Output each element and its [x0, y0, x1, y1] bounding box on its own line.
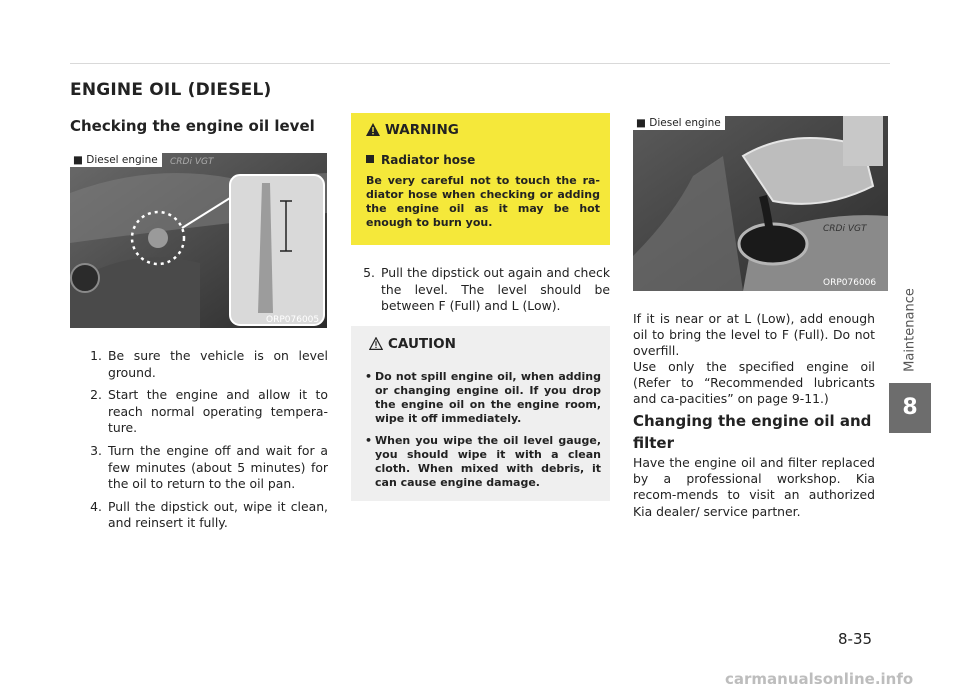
step-item: 2. Start the engine and allow it to reach normal operating tempera-ture.: [90, 387, 328, 436]
chapter-tab: 8: [889, 383, 931, 433]
dipstick-photo: [70, 153, 327, 328]
warning-body: Be very careful not to touch the ra-diator hose when checking or adding the engine oil as it may be hot enough to burn you.: [366, 174, 600, 229]
figure-tag: ■ Diesel engine: [70, 153, 162, 167]
oil-spec-paragraph: Use only the specified engine oil (Refer to “Recommended lubricants and ca-pacities” on page 9-11.): [633, 359, 875, 407]
caution-triangle-icon: [369, 337, 383, 350]
warning-box: [351, 113, 610, 245]
subsection-heading: Changing the engine oil and filter: [633, 412, 872, 452]
caution-item: • When you wipe the oil level gauge, you should wipe it with a clean cloth. When mixed with debris, it can cause engine damage.: [365, 434, 601, 490]
check-steps-continued: [353, 265, 610, 321]
warning-title: WARNING: [366, 122, 459, 138]
engine-cover-label: CRDi VGT: [170, 157, 214, 167]
engine-illustration: [70, 153, 327, 328]
section-title: ENGINE OIL (DIESEL): [70, 80, 272, 100]
caution-title: CAUTION: [369, 336, 456, 352]
figure-code: ORP076006: [823, 278, 877, 288]
figure-code: ORP076005: [266, 315, 320, 325]
engine-oil-fill-illustration: [633, 116, 888, 291]
caution-box: [351, 326, 610, 501]
caution-list: [365, 370, 601, 498]
caution-item: • Do not spill engine oil, when adding or changing engine oil. If you drop the engine oil on the engine room, wipe it off immediately.: [365, 370, 601, 426]
step-item: 1. Be sure the vehicle is on level ground.: [90, 348, 328, 380]
figure-tag: ■ Diesel engine: [633, 116, 725, 130]
watermark: carmanualsonline.info: [725, 670, 914, 688]
header-rule: [70, 63, 890, 64]
square-bullet-icon: [366, 155, 374, 163]
step-item: 5. Pull the dipstick out again and check the level. The level should be between F (Full) and L (Low).: [363, 265, 610, 314]
step-item: 4. Pull the dipstick out, wipe it clean, and reinsert it fully.: [90, 498, 328, 531]
warning-triangle-icon: [366, 123, 380, 136]
engine-cover-label: CRDi VGT: [823, 224, 867, 234]
step-item: 3. Turn the engine off and wait for a few minutes (about 5 minutes) for the oil to return to the oil pan.: [90, 442, 328, 492]
check-steps: [80, 348, 328, 538]
page-number: 8-35: [838, 630, 873, 648]
oil-filling-photo: [633, 116, 888, 291]
warning-subtitle: Radiator hose: [366, 153, 475, 167]
chapter-side-label: Maintenance: [902, 288, 918, 372]
oil-change-paragraph: Have the engine oil and filter replaced by a professional workshop. Kia recom-mends to visit an authorized Kia dealer/ service partner.: [633, 455, 875, 519]
subsection-heading: Checking the engine oil level: [70, 117, 315, 135]
refill-paragraph: If it is near or at L (Low), add enough oil to bring the level to F (Full). Do not overfill.: [633, 311, 875, 359]
